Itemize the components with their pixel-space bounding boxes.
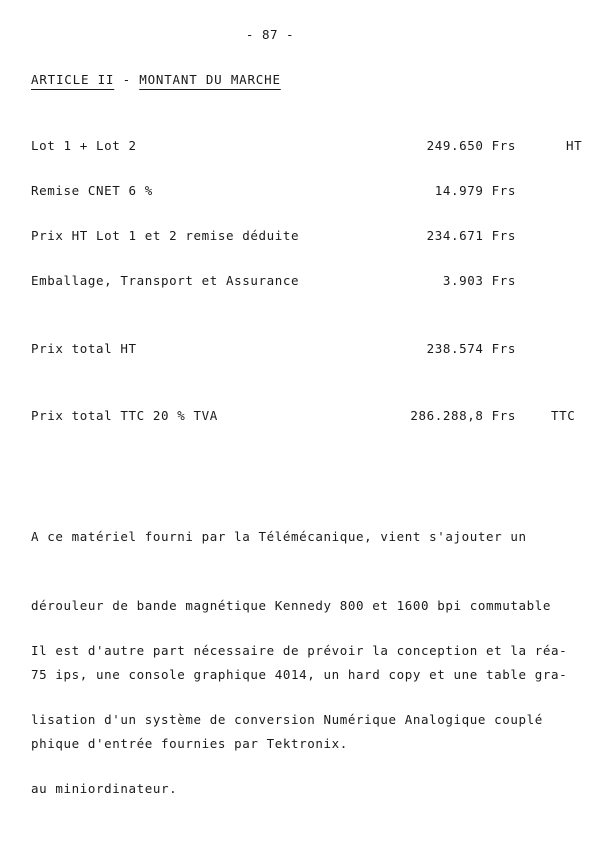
price-label: Lot 1 + Lot 2 — [31, 138, 137, 153]
price-row — [31, 273, 591, 291]
price-amount: 286.288,8 Frs — [410, 408, 516, 423]
article-title: MONTANT DU MARCHE — [139, 72, 281, 87]
paragraph-line: Il est d'autre part nécessaire de prévoir la conception et la réa- — [31, 643, 568, 658]
price-label: Emballage, Transport et Assurance — [31, 273, 300, 288]
price-label: Remise CNET 6 % — [31, 183, 153, 198]
tax-basis: TTC — [551, 408, 576, 423]
paragraph-conversion — [31, 593, 581, 846]
price-label: Prix HT Lot 1 et 2 remise déduite — [31, 228, 300, 243]
price-label: Prix total TTC 20 % TVA — [31, 408, 218, 423]
article-number: ARTICLE II — [31, 72, 115, 87]
price-row — [31, 228, 591, 246]
price-row — [31, 138, 591, 156]
price-label: Prix total HT — [31, 341, 137, 356]
page-number: - 87 - — [245, 27, 295, 42]
paragraph-line: dérouleur de bande magnétique Kennedy 800 et 1600 bpi commutable — [31, 598, 552, 613]
paragraph-line: A ce matériel fourni par la Télémécanique, vient s'ajouter un — [31, 529, 527, 544]
section-heading — [31, 72, 281, 87]
paragraph-line: phique d'entrée fournies par Tektronix. — [31, 736, 348, 751]
price-amount: 238.574 Frs — [426, 341, 516, 356]
paragraph-line: au miniordinateur. — [31, 781, 178, 796]
heading-separator: - — [114, 72, 140, 87]
price-amount: 3.903 Frs — [442, 273, 516, 288]
price-row — [31, 183, 591, 201]
price-amount: 234.671 Frs — [426, 228, 516, 243]
price-amount: 249.650 Frs — [426, 138, 516, 153]
price-amount: 14.979 Frs — [434, 183, 516, 198]
price-row — [31, 408, 591, 426]
paragraph-line: lisation d'un système de conversion Numérique Analogique couplé — [31, 712, 543, 727]
paragraph-line: 75 ips, une console graphique 4014, un hard copy et une table gra- — [31, 667, 568, 682]
price-row — [31, 341, 591, 359]
tax-basis: HT — [566, 138, 583, 153]
